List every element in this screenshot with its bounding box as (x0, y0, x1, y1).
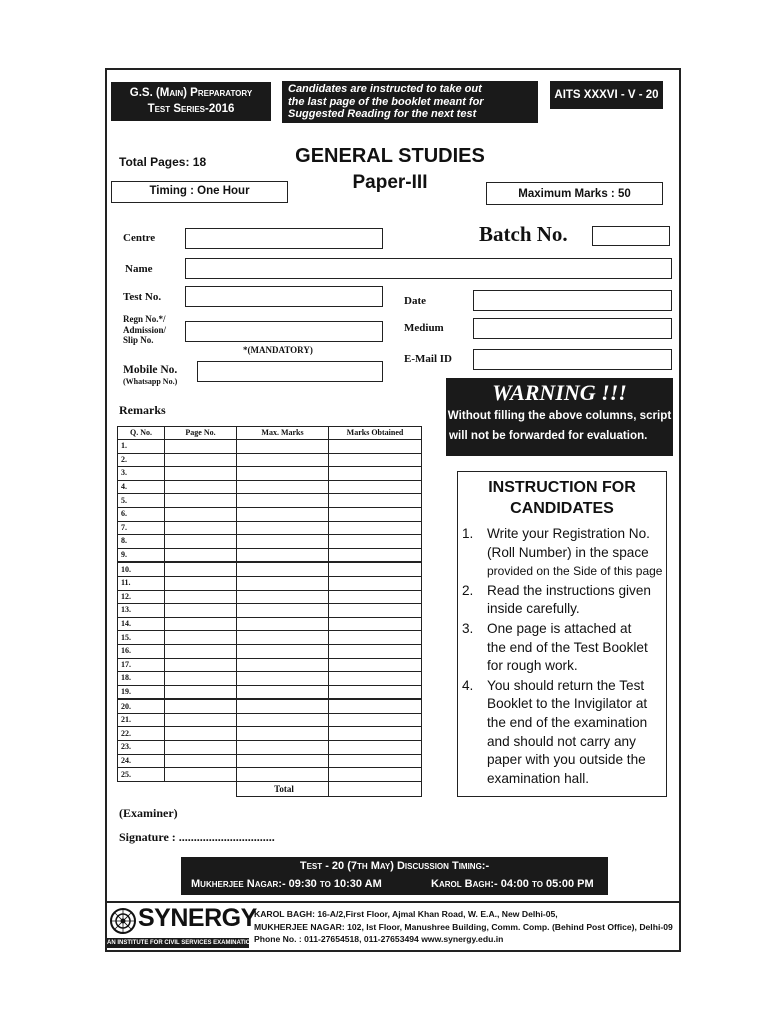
max-marks-cell[interactable] (237, 741, 329, 755)
qno-cell: 14. (118, 617, 165, 631)
instruction-text: inside carefully. (487, 601, 580, 617)
page-no-cell[interactable] (165, 604, 237, 618)
marks-obtained-cell[interactable] (329, 453, 422, 467)
qno-cell: 20. (118, 699, 165, 713)
timing-text: Timing : One Hour (149, 185, 250, 197)
instruction-text: You should return the Test (487, 677, 645, 693)
table-row (118, 440, 422, 454)
instructions-list (462, 525, 672, 795)
discussion-line1: Test - 20 (7th May) Discussion Timing:- (299, 860, 490, 872)
discussion-mukherjee: Mukherjee Nagar:- 09:30 to 10:30 AM (191, 878, 382, 890)
qno-cell: 19. (118, 685, 165, 699)
instructions-title-2: CANDIDATES (510, 500, 614, 517)
email-label: E-Mail ID (404, 353, 452, 365)
max-marks-cell[interactable] (237, 562, 329, 576)
marks-obtained-cell[interactable] (329, 507, 422, 521)
regn-label-1: Regn No.*/ (123, 314, 166, 324)
page-no-cell[interactable] (165, 754, 237, 768)
page-no-cell[interactable] (165, 521, 237, 535)
notice-line-1: Candidates are instructed to take out (288, 83, 482, 95)
qno-cell: 3. (118, 467, 165, 481)
table-row (118, 741, 422, 755)
mobile-sublabel: (Whatsapp No.) (123, 377, 178, 386)
qno-cell: 4. (118, 480, 165, 494)
page-no-cell[interactable] (165, 590, 237, 604)
max-marks-cell[interactable] (237, 727, 329, 741)
table-row (118, 535, 422, 549)
medium-field[interactable] (473, 318, 672, 339)
page-no-cell[interactable] (165, 480, 237, 494)
table-row (118, 699, 422, 713)
examiner-label: (Examiner) (119, 806, 178, 820)
instruction-number: 3. (462, 621, 474, 636)
qno-cell: 12. (118, 590, 165, 604)
marks-obtained-cell[interactable] (329, 658, 422, 672)
total-pages: Total Pages: 18 (119, 155, 207, 169)
page-no-cell[interactable] (165, 685, 237, 699)
max-marks-cell[interactable] (237, 754, 329, 768)
instruction-text: provided on the Side of this page (487, 564, 663, 579)
table-row (118, 617, 422, 631)
remarks-label: Remarks (119, 403, 166, 417)
col-header-obtained: Marks Obtained (329, 427, 422, 440)
page-no-cell[interactable] (165, 631, 237, 645)
max-marks-cell[interactable] (237, 590, 329, 604)
date-label: Date (404, 295, 426, 307)
qno-cell: 10. (118, 562, 165, 576)
max-marks-cell[interactable] (237, 494, 329, 508)
qno-cell: 6. (118, 507, 165, 521)
discussion-karol: Karol Bagh:- 04:00 to 05:00 PM (431, 878, 594, 890)
instructions-title-1: INSTRUCTION FOR (488, 479, 636, 496)
max-marks-cell[interactable] (237, 467, 329, 481)
synergy-emblem-icon (109, 906, 137, 938)
address-mukherjee: MUKHERJEE NAGAR: 102, Ist Floor, Manushree Building, Comm. Comp. (Behind Post Office), Delhi-09 (254, 921, 673, 932)
table-total-row (118, 781, 422, 796)
address-karol: KAROL BAGH: 16-A/2,First Floor, Ajmal Khan Road, W. E.A., New Delhi-05, (254, 909, 558, 919)
qno-cell: 7. (118, 521, 165, 535)
marks-obtained-cell[interactable] (329, 699, 422, 713)
qno-cell: 25. (118, 768, 165, 782)
marks-obtained-cell[interactable] (329, 617, 422, 631)
table-row (118, 672, 422, 686)
max-marks-cell[interactable] (237, 548, 329, 562)
table-row (118, 576, 422, 590)
footer-rule (106, 901, 680, 903)
table-row (118, 604, 422, 618)
qno-cell: 16. (118, 644, 165, 658)
marks-obtained-cell[interactable] (329, 727, 422, 741)
page-no-cell[interactable] (165, 768, 237, 782)
max-marks-cell[interactable] (237, 685, 329, 699)
max-marks-cell[interactable] (237, 617, 329, 631)
page-no-cell[interactable] (165, 727, 237, 741)
page-no-cell[interactable] (165, 576, 237, 590)
instruction-text: Read the instructions given (487, 582, 651, 598)
remarks-table (117, 426, 422, 797)
page-no-cell[interactable] (165, 617, 237, 631)
instruction-text: One page is attached at (487, 621, 632, 636)
qno-cell: 8. (118, 535, 165, 549)
table-row (118, 507, 422, 521)
marks-obtained-cell[interactable] (329, 590, 422, 604)
page-subtitle: Paper-III (352, 172, 428, 193)
qno-cell: 2. (118, 453, 165, 467)
marks-obtained-cell[interactable] (329, 741, 422, 755)
page-no-cell[interactable] (165, 494, 237, 508)
table-row (118, 768, 422, 782)
marks-obtained-cell[interactable] (329, 440, 422, 454)
total-value-cell[interactable] (329, 781, 422, 796)
instruction-text: the end of the Test Booklet (487, 639, 648, 655)
name-field[interactable] (185, 258, 672, 279)
footer-address (254, 908, 673, 946)
page-title: GENERAL STUDIES (295, 145, 485, 167)
marks-obtained-cell[interactable] (329, 521, 422, 535)
qno-cell: 9. (118, 548, 165, 562)
table-row (118, 521, 422, 535)
qno-cell: 13. (118, 604, 165, 618)
max-marks-cell[interactable] (237, 644, 329, 658)
marks-obtained-cell[interactable] (329, 672, 422, 686)
max-marks-cell[interactable] (237, 699, 329, 713)
table-row (118, 453, 422, 467)
discussion-box (181, 857, 608, 895)
max-marks-box (486, 182, 663, 205)
brand-name: SYNERGY (138, 904, 257, 932)
table-row (118, 590, 422, 604)
max-marks-cell[interactable] (237, 453, 329, 467)
contact-line: Phone No. : 011-27654518, 011-27653494 www.synergy.edu.in (254, 934, 504, 944)
max-marks-cell[interactable] (237, 507, 329, 521)
page-no-cell[interactable] (165, 440, 237, 454)
max-marks-cell[interactable] (237, 521, 329, 535)
max-marks-cell[interactable] (237, 440, 329, 454)
qno-cell: 24. (118, 754, 165, 768)
series-line2: Test Series-2016 (147, 103, 235, 115)
page-no-cell[interactable] (165, 658, 237, 672)
notice-box (282, 81, 538, 123)
email-field[interactable] (473, 349, 672, 370)
notice-line-3: Suggested Reading for the next test (288, 108, 477, 120)
instruction-number: 1. (462, 526, 474, 541)
table-row (118, 727, 422, 741)
col-header-page: Page No. (165, 427, 237, 440)
qno-cell: 11. (118, 576, 165, 590)
batch-no-label: Batch No. (479, 222, 568, 246)
marks-obtained-cell[interactable] (329, 644, 422, 658)
page-no-cell[interactable] (165, 535, 237, 549)
table-row (118, 644, 422, 658)
regn-field[interactable] (185, 321, 383, 342)
regn-label-2: Admission/ (123, 324, 167, 335)
warning-line-1: Without filling the above columns, script (447, 409, 672, 422)
marks-obtained-cell[interactable] (329, 604, 422, 618)
test-no-label: Test No. (123, 291, 162, 303)
mobile-field[interactable] (197, 361, 383, 382)
marks-obtained-cell[interactable] (329, 562, 422, 576)
marks-obtained-cell[interactable] (329, 631, 422, 645)
table-row (118, 754, 422, 768)
page-no-cell[interactable] (165, 741, 237, 755)
signature-line: Signature : ................................ (119, 830, 275, 844)
total-label-cell: Total (237, 781, 329, 796)
total-spacer-cell (118, 781, 165, 796)
instruction-text: the end of the examination (487, 715, 648, 730)
test-no-field[interactable] (185, 286, 383, 307)
marks-obtained-cell[interactable] (329, 768, 422, 782)
qno-cell: 15. (118, 631, 165, 645)
table-row (118, 562, 422, 576)
marks-obtained-cell[interactable] (329, 685, 422, 699)
marks-obtained-cell[interactable] (329, 576, 422, 590)
notice-line-2: the last page of the booklet meant for (288, 95, 484, 108)
page-no-cell[interactable] (165, 467, 237, 481)
qno-cell: 22. (118, 727, 165, 741)
instruction-text: and should not carry any (487, 733, 636, 749)
instruction-text: Booklet to the Invigilator at (487, 696, 648, 712)
instruction-text: paper with you outside the (487, 752, 646, 768)
mandatory-note: *(MANDATORY) (243, 345, 313, 355)
regn-label-3: Slip No. (123, 335, 154, 345)
timing-box (111, 181, 288, 203)
page-no-cell[interactable] (165, 548, 237, 562)
page-no-cell[interactable] (165, 453, 237, 467)
page-no-cell[interactable] (165, 672, 237, 686)
max-marks-cell[interactable] (237, 576, 329, 590)
max-marks-cell[interactable] (237, 480, 329, 494)
page-no-cell[interactable] (165, 644, 237, 658)
table-row (118, 631, 422, 645)
table-row (118, 713, 422, 727)
remarks-table-wrap (117, 426, 422, 797)
col-header-max: Max. Marks (237, 427, 329, 440)
qno-cell: 23. (118, 741, 165, 755)
max-marks-cell[interactable] (237, 631, 329, 645)
table-row (118, 467, 422, 481)
max-marks-cell[interactable] (237, 768, 329, 782)
table-row (118, 548, 422, 562)
marks-obtained-cell[interactable] (329, 713, 422, 727)
max-marks-cell[interactable] (237, 535, 329, 549)
name-label: Name (125, 263, 153, 275)
series-line1: G.S. (Main) Preparatory (129, 87, 253, 99)
table-header-row (118, 427, 422, 440)
max-marks-cell[interactable] (237, 713, 329, 727)
medium-label: Medium (404, 322, 444, 334)
brand-tagline: AN INSTITUTE FOR CIVIL SERVICES EXAMINATION (107, 940, 255, 946)
page-no-cell[interactable] (165, 507, 237, 521)
qno-cell: 1. (118, 440, 165, 454)
instruction-number: 2. (462, 582, 474, 598)
regn-label (123, 314, 166, 346)
mobile-label: Mobile No. (123, 364, 178, 376)
footer-logo (107, 904, 257, 950)
warning-box (446, 378, 673, 456)
marks-obtained-cell[interactable] (329, 535, 422, 549)
qno-cell: 5. (118, 494, 165, 508)
test-code-box (550, 81, 663, 109)
max-marks-cell[interactable] (237, 604, 329, 618)
instruction-text: Write your Registration No. (487, 526, 650, 541)
max-marks-cell[interactable] (237, 672, 329, 686)
centre-field[interactable] (185, 228, 383, 249)
qno-cell: 21. (118, 713, 165, 727)
centre-label: Centre (123, 232, 156, 244)
qno-cell: 17. (118, 658, 165, 672)
instruction-number: 4. (462, 677, 474, 693)
page-no-cell[interactable] (165, 699, 237, 713)
max-marks-text: Maximum Marks : 50 (518, 188, 631, 200)
col-header-qno: Q. No. (118, 427, 165, 440)
marks-obtained-cell[interactable] (329, 494, 422, 508)
table-row (118, 480, 422, 494)
table-row (118, 658, 422, 672)
warning-line-2: will not be forwarded for evaluation. (449, 429, 648, 442)
page-no-cell[interactable] (165, 713, 237, 727)
instruction-text: examination hall. (487, 770, 590, 786)
qno-cell: 18. (118, 672, 165, 686)
table-row (118, 494, 422, 508)
test-code: AITS XXXVI - V - 20 (554, 89, 659, 101)
max-marks-cell[interactable] (237, 658, 329, 672)
warning-title: WARNING !!! (492, 380, 627, 405)
table-row (118, 685, 422, 699)
instruction-text: for rough work. (487, 658, 578, 674)
instruction-text: (Roll Number) in the space (487, 544, 649, 560)
page-no-cell[interactable] (165, 562, 237, 576)
marks-obtained-cell[interactable] (329, 754, 422, 768)
marks-obtained-cell[interactable] (329, 467, 422, 481)
instructions-title (457, 477, 667, 519)
series-box (111, 82, 271, 121)
total-spacer-cell (165, 781, 237, 796)
date-field[interactable] (473, 290, 672, 311)
batch-no-field[interactable] (592, 226, 670, 246)
marks-obtained-cell[interactable] (329, 548, 422, 562)
marks-obtained-cell[interactable] (329, 480, 422, 494)
